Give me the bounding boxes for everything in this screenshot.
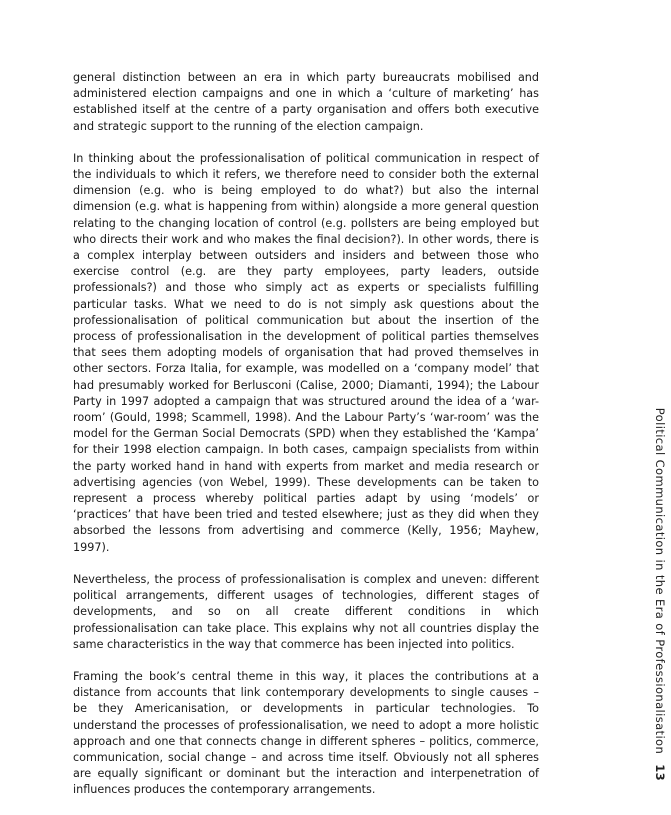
running-head-title: Political Communication in the Era of Professionalisation [653,407,667,755]
paragraph-4: Framing the book’s central theme in this way, it places the contributions at a distance from accounts that link contemporary developments to single causes – be they Americanisation, or developments in particular technologies. To understand the processes of professionalisation, we need to adopt a more holistic approach and one that connects change in different spheres – politics, commerce, communication, social change – and across time itself. Obviously not all spheres are equally significant or dominant but the interaction and interpenetration of influences produces the contemporary arrangements. [73,669,539,797]
body-text [73,70,539,815]
paragraph-2: In thinking about the professionalisation of political communication in respect of the individuals to which it refers, we therefore need to consider both the external dimension (e.g. who is being employed to do what?) but also the internal dimension (e.g. what is happening from within) alongside a more general question relating to the changing location of control (e.g. pollsters are being employed but who directs their work and who makes the final decision?). In other words, there is a complex interplay between outsiders and insiders and between those who exercise control (e.g. are they party employees, party leaders, outside professionals?) and those who simply act as experts or specialists fulfilling particular tasks. What we need to do is not simply ask questions about the professionalisation of political communication but about the insertion of the process of professionalisation in the development of political parties themselves that sees them adopting models of organisation that had proved themselves in other sectors. Forza Italia, for example, was modelled on a ‘company model’ that had presumably worked for Berlusconi (Calise, 2000; Diamanti, 1994); the Labour Party in 1997 adopted a campaign that was structured around the idea of a ‘war-room’ (Gould, 1998; Scammell, 1998). And the Labour Party’s ‘war-room’ was the model for the German Social Democrats (SPD) when they established the ‘Kampa’ for their 1998 election campaign. In both cases, campaign specialists from within the party worked hand in hand with experts from market and media research or advertising agencies (von Webel, 1999). These developments can be taken to represent a process whereby political parties adapt by using ‘models’ or ‘practices’ that have been tried and tested elsewhere; just as they did when they absorbed the lessons from advertising and commerce (Kelly, 1956; Mayhew, 1997). [73,151,539,554]
page-number: 13 [653,764,667,781]
paragraph-3: Nevertheless, the process of professionalisation is complex and uneven: different political arrangements, different usages of technologies, different stages of developments, and so on all create different conditions in which professionalisation can take place. This explains why not all countries display the same characteristics in the way that commerce has been injected into politics. [73,572,539,651]
paragraph-1: general distinction between an era in which party bureaucrats mobilised and administered election campaigns and one in which a ‘culture of marketing’ has established itself at the centre of a party organisation and offers both executive and strategic support to the running of the election campaign. [73,71,539,133]
running-head [649,401,671,781]
